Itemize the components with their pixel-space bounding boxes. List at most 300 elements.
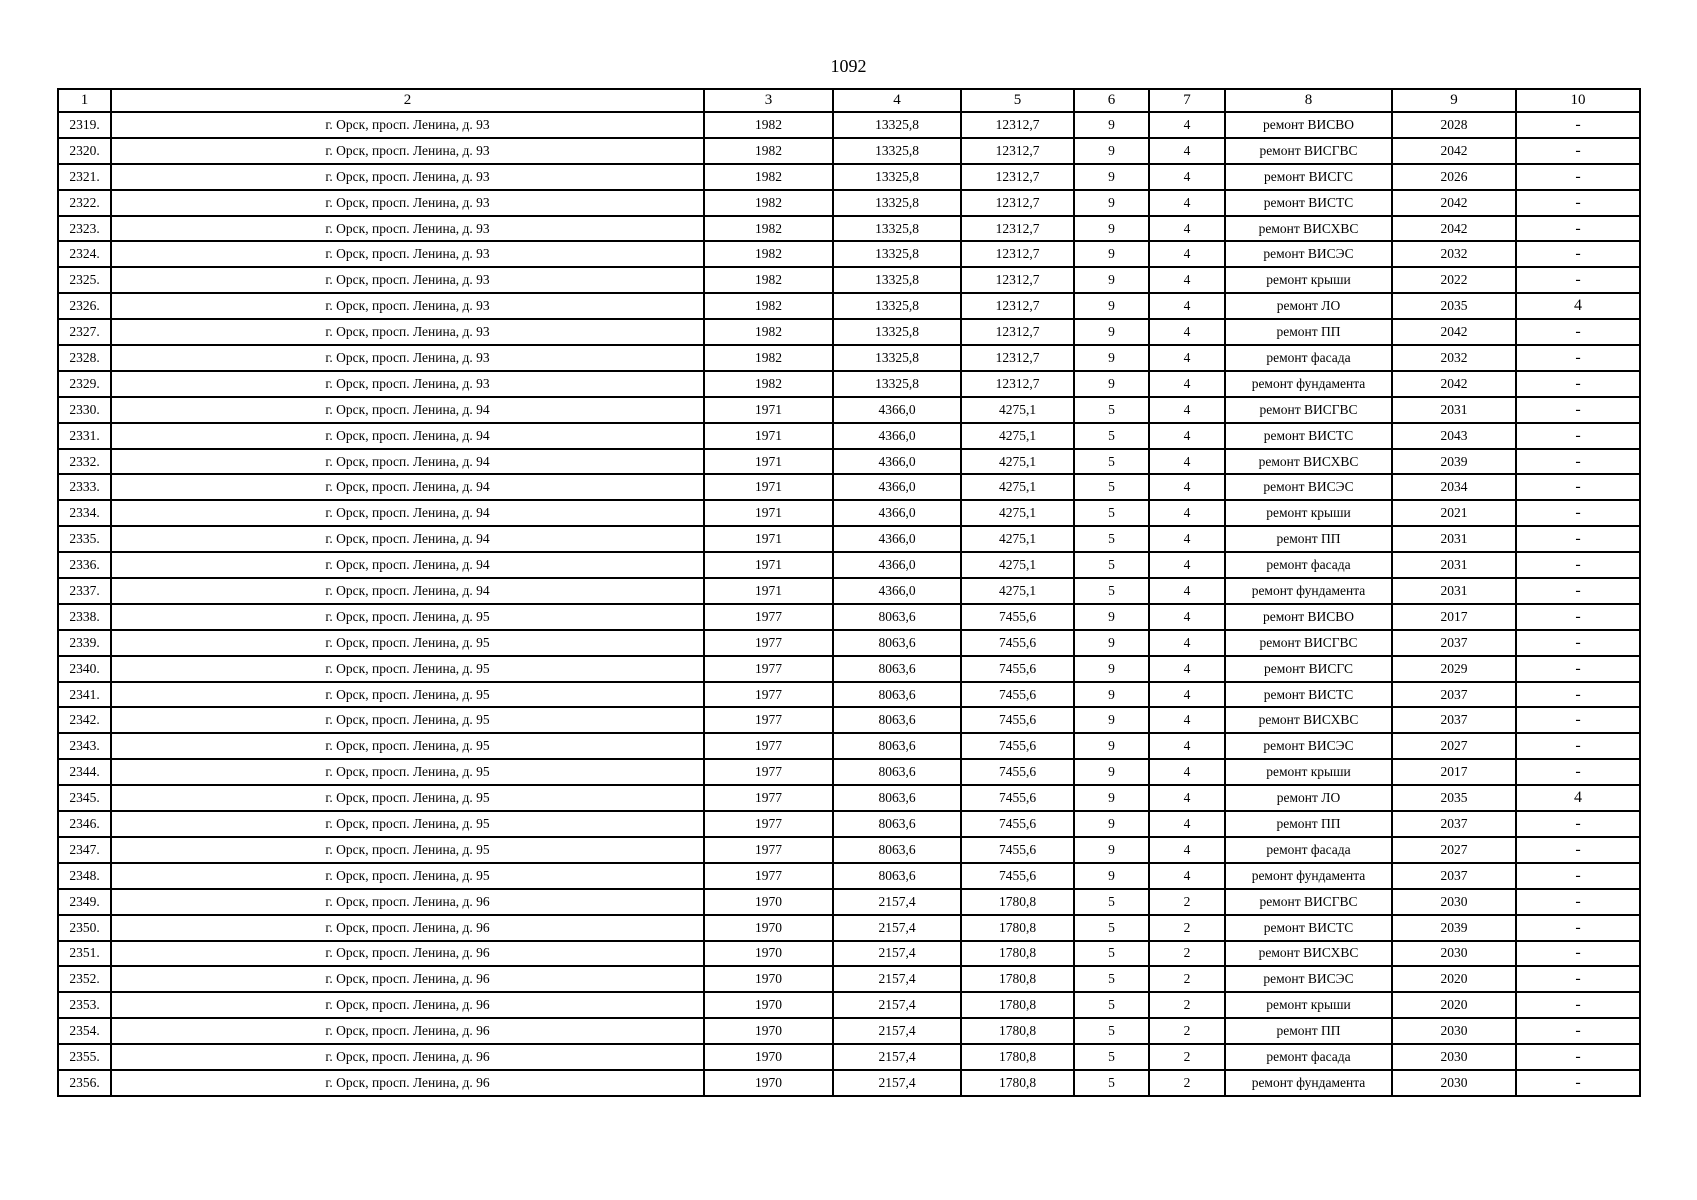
total-area-cell: 8063,6 xyxy=(833,863,961,889)
row-number-cell: 2335. xyxy=(58,526,111,552)
table-row xyxy=(58,449,1640,475)
address-cell: г. Орск, просп. Ленина, д. 96 xyxy=(111,992,704,1018)
address-cell: г. Орск, просп. Ленина, д. 95 xyxy=(111,863,704,889)
living-area-cell: 7455,6 xyxy=(961,811,1074,837)
floors-cell: 9 xyxy=(1074,656,1149,682)
floors-cell: 5 xyxy=(1074,941,1149,967)
work-type-cell: ремонт крыши xyxy=(1225,992,1392,1018)
floors-cell: 9 xyxy=(1074,863,1149,889)
living-area-cell: 4275,1 xyxy=(961,474,1074,500)
row-number-cell: 2331. xyxy=(58,423,111,449)
entrances-cell: 2 xyxy=(1149,966,1225,992)
entrances-cell: 4 xyxy=(1149,604,1225,630)
floors-cell: 9 xyxy=(1074,371,1149,397)
entrances-cell: 4 xyxy=(1149,241,1225,267)
repair-schedule-table xyxy=(57,88,1641,1097)
living-area-cell: 12312,7 xyxy=(961,293,1074,319)
living-area-cell: 1780,8 xyxy=(961,941,1074,967)
floors-cell: 5 xyxy=(1074,1070,1149,1096)
build-year-cell: 1982 xyxy=(704,293,833,319)
work-type-cell: ремонт ВИСГВС xyxy=(1225,630,1392,656)
planned-year-cell: 2031 xyxy=(1392,526,1516,552)
address-cell: г. Орск, просп. Ленина, д. 94 xyxy=(111,500,704,526)
extra-value-cell: - xyxy=(1516,811,1640,837)
extra-value-cell: - xyxy=(1516,1018,1640,1044)
total-area-cell: 4366,0 xyxy=(833,526,961,552)
work-type-cell: ремонт ВИСГС xyxy=(1225,656,1392,682)
planned-year-cell: 2037 xyxy=(1392,811,1516,837)
planned-year-cell: 2037 xyxy=(1392,682,1516,708)
living-area-cell: 1780,8 xyxy=(961,1070,1074,1096)
row-number-cell: 2336. xyxy=(58,552,111,578)
floors-cell: 5 xyxy=(1074,915,1149,941)
planned-year-cell: 2030 xyxy=(1392,889,1516,915)
work-type-cell: ремонт фундамента xyxy=(1225,1070,1392,1096)
extra-value-cell: - xyxy=(1516,138,1640,164)
floors-cell: 9 xyxy=(1074,112,1149,138)
floors-cell: 9 xyxy=(1074,604,1149,630)
work-type-cell: ремонт ВИСТС xyxy=(1225,682,1392,708)
total-area-cell: 2157,4 xyxy=(833,992,961,1018)
planned-year-cell: 2031 xyxy=(1392,397,1516,423)
row-number-cell: 2320. xyxy=(58,138,111,164)
planned-year-cell: 2021 xyxy=(1392,500,1516,526)
floors-cell: 9 xyxy=(1074,630,1149,656)
extra-value-cell: - xyxy=(1516,759,1640,785)
planned-year-cell: 2030 xyxy=(1392,941,1516,967)
total-area-cell: 2157,4 xyxy=(833,1070,961,1096)
floors-cell: 5 xyxy=(1074,397,1149,423)
floors-cell: 5 xyxy=(1074,552,1149,578)
entrances-cell: 4 xyxy=(1149,837,1225,863)
row-number-cell: 2348. xyxy=(58,863,111,889)
extra-value-cell: - xyxy=(1516,319,1640,345)
floors-cell: 9 xyxy=(1074,293,1149,319)
work-type-cell: ремонт ВИСГВС xyxy=(1225,889,1392,915)
total-area-cell: 13325,8 xyxy=(833,293,961,319)
work-type-cell: ремонт ВИСВО xyxy=(1225,112,1392,138)
total-area-cell: 13325,8 xyxy=(833,138,961,164)
planned-year-cell: 2032 xyxy=(1392,345,1516,371)
total-area-cell: 8063,6 xyxy=(833,785,961,811)
total-area-cell: 4366,0 xyxy=(833,552,961,578)
row-number-cell: 2354. xyxy=(58,1018,111,1044)
entrances-cell: 2 xyxy=(1149,1070,1225,1096)
build-year-cell: 1970 xyxy=(704,1044,833,1070)
entrances-cell: 2 xyxy=(1149,992,1225,1018)
entrances-cell: 4 xyxy=(1149,630,1225,656)
build-year-cell: 1982 xyxy=(704,190,833,216)
living-area-cell: 4275,1 xyxy=(961,578,1074,604)
row-number-cell: 2350. xyxy=(58,915,111,941)
extra-value-cell: - xyxy=(1516,345,1640,371)
address-cell: г. Орск, просп. Ленина, д. 95 xyxy=(111,733,704,759)
planned-year-cell: 2034 xyxy=(1392,474,1516,500)
planned-year-cell: 2037 xyxy=(1392,863,1516,889)
total-area-cell: 4366,0 xyxy=(833,578,961,604)
build-year-cell: 1982 xyxy=(704,319,833,345)
column-header: 4 xyxy=(833,89,961,112)
floors-cell: 9 xyxy=(1074,267,1149,293)
build-year-cell: 1982 xyxy=(704,241,833,267)
living-area-cell: 12312,7 xyxy=(961,371,1074,397)
row-number-cell: 2340. xyxy=(58,656,111,682)
living-area-cell: 1780,8 xyxy=(961,1018,1074,1044)
planned-year-cell: 2028 xyxy=(1392,112,1516,138)
floors-cell: 9 xyxy=(1074,216,1149,242)
work-type-cell: ремонт ПП xyxy=(1225,319,1392,345)
planned-year-cell: 2027 xyxy=(1392,837,1516,863)
build-year-cell: 1977 xyxy=(704,759,833,785)
table-row xyxy=(58,1070,1640,1096)
entrances-cell: 4 xyxy=(1149,707,1225,733)
table-row xyxy=(58,526,1640,552)
build-year-cell: 1970 xyxy=(704,889,833,915)
entrances-cell: 4 xyxy=(1149,863,1225,889)
planned-year-cell: 2017 xyxy=(1392,759,1516,785)
floors-cell: 5 xyxy=(1074,474,1149,500)
extra-value-cell: - xyxy=(1516,474,1640,500)
work-type-cell: ремонт ВИСЭС xyxy=(1225,241,1392,267)
living-area-cell: 4275,1 xyxy=(961,449,1074,475)
entrances-cell: 4 xyxy=(1149,811,1225,837)
floors-cell: 9 xyxy=(1074,811,1149,837)
planned-year-cell: 2027 xyxy=(1392,733,1516,759)
build-year-cell: 1977 xyxy=(704,863,833,889)
extra-value-cell: - xyxy=(1516,604,1640,630)
work-type-cell: ремонт ПП xyxy=(1225,526,1392,552)
address-cell: г. Орск, просп. Ленина, д. 95 xyxy=(111,682,704,708)
address-cell: г. Орск, просп. Ленина, д. 93 xyxy=(111,267,704,293)
living-area-cell: 7455,6 xyxy=(961,837,1074,863)
build-year-cell: 1982 xyxy=(704,138,833,164)
table-row xyxy=(58,371,1640,397)
row-number-cell: 2353. xyxy=(58,992,111,1018)
build-year-cell: 1977 xyxy=(704,630,833,656)
address-cell: г. Орск, просп. Ленина, д. 93 xyxy=(111,241,704,267)
row-number-cell: 2349. xyxy=(58,889,111,915)
work-type-cell: ремонт ВИСТС xyxy=(1225,915,1392,941)
living-area-cell: 12312,7 xyxy=(961,241,1074,267)
total-area-cell: 2157,4 xyxy=(833,1044,961,1070)
living-area-cell: 12312,7 xyxy=(961,267,1074,293)
row-number-cell: 2334. xyxy=(58,500,111,526)
planned-year-cell: 2037 xyxy=(1392,630,1516,656)
total-area-cell: 13325,8 xyxy=(833,164,961,190)
work-type-cell: ремонт ВИСЭС xyxy=(1225,474,1392,500)
build-year-cell: 1970 xyxy=(704,1070,833,1096)
row-number-cell: 2355. xyxy=(58,1044,111,1070)
work-type-cell: ремонт ВИСВО xyxy=(1225,604,1392,630)
column-header: 8 xyxy=(1225,89,1392,112)
work-type-cell: ремонт ВИСЭС xyxy=(1225,966,1392,992)
work-type-cell: ремонт фасада xyxy=(1225,552,1392,578)
living-area-cell: 7455,6 xyxy=(961,863,1074,889)
extra-value-cell: - xyxy=(1516,241,1640,267)
living-area-cell: 1780,8 xyxy=(961,966,1074,992)
build-year-cell: 1970 xyxy=(704,966,833,992)
address-cell: г. Орск, просп. Ленина, д. 94 xyxy=(111,449,704,475)
table-row xyxy=(58,267,1640,293)
living-area-cell: 1780,8 xyxy=(961,889,1074,915)
row-number-cell: 2346. xyxy=(58,811,111,837)
build-year-cell: 1971 xyxy=(704,578,833,604)
extra-value-cell: - xyxy=(1516,578,1640,604)
total-area-cell: 13325,8 xyxy=(833,190,961,216)
planned-year-cell: 2042 xyxy=(1392,216,1516,242)
address-cell: г. Орск, просп. Ленина, д. 95 xyxy=(111,837,704,863)
address-cell: г. Орск, просп. Ленина, д. 94 xyxy=(111,474,704,500)
living-area-cell: 12312,7 xyxy=(961,112,1074,138)
living-area-cell: 12312,7 xyxy=(961,345,1074,371)
total-area-cell: 13325,8 xyxy=(833,216,961,242)
table-row xyxy=(58,164,1640,190)
extra-value-cell: - xyxy=(1516,267,1640,293)
entrances-cell: 4 xyxy=(1149,190,1225,216)
table-header-row xyxy=(58,89,1640,112)
work-type-cell: ремонт ПП xyxy=(1225,1018,1392,1044)
living-area-cell: 4275,1 xyxy=(961,552,1074,578)
table-row xyxy=(58,656,1640,682)
work-type-cell: ремонт ВИСГВС xyxy=(1225,138,1392,164)
total-area-cell: 8063,6 xyxy=(833,811,961,837)
planned-year-cell: 2042 xyxy=(1392,319,1516,345)
living-area-cell: 12312,7 xyxy=(961,164,1074,190)
work-type-cell: ремонт ВИСГС xyxy=(1225,164,1392,190)
work-type-cell: ремонт ВИСГВС xyxy=(1225,397,1392,423)
address-cell: г. Орск, просп. Ленина, д. 96 xyxy=(111,1070,704,1096)
row-number-cell: 2321. xyxy=(58,164,111,190)
total-area-cell: 4366,0 xyxy=(833,474,961,500)
extra-value-cell: - xyxy=(1516,112,1640,138)
total-area-cell: 8063,6 xyxy=(833,604,961,630)
row-number-cell: 2319. xyxy=(58,112,111,138)
work-type-cell: ремонт ЛО xyxy=(1225,293,1392,319)
table-row xyxy=(58,397,1640,423)
build-year-cell: 1977 xyxy=(704,811,833,837)
table-row xyxy=(58,293,1640,319)
table-row xyxy=(58,863,1640,889)
floors-cell: 5 xyxy=(1074,500,1149,526)
extra-value-cell: - xyxy=(1516,164,1640,190)
build-year-cell: 1970 xyxy=(704,992,833,1018)
work-type-cell: ремонт ВИСХВС xyxy=(1225,707,1392,733)
table-row xyxy=(58,241,1640,267)
row-number-cell: 2328. xyxy=(58,345,111,371)
address-cell: г. Орск, просп. Ленина, д. 94 xyxy=(111,526,704,552)
planned-year-cell: 2020 xyxy=(1392,966,1516,992)
floors-cell: 5 xyxy=(1074,449,1149,475)
address-cell: г. Орск, просп. Ленина, д. 96 xyxy=(111,941,704,967)
address-cell: г. Орск, просп. Ленина, д. 93 xyxy=(111,216,704,242)
address-cell: г. Орск, просп. Ленина, д. 96 xyxy=(111,915,704,941)
extra-value-cell: - xyxy=(1516,449,1640,475)
entrances-cell: 4 xyxy=(1149,423,1225,449)
entrances-cell: 4 xyxy=(1149,164,1225,190)
work-type-cell: ремонт ВИСТС xyxy=(1225,190,1392,216)
table-row xyxy=(58,915,1640,941)
build-year-cell: 1977 xyxy=(704,837,833,863)
living-area-cell: 12312,7 xyxy=(961,138,1074,164)
address-cell: г. Орск, просп. Ленина, д. 93 xyxy=(111,293,704,319)
row-number-cell: 2356. xyxy=(58,1070,111,1096)
extra-value-cell: - xyxy=(1516,915,1640,941)
entrances-cell: 4 xyxy=(1149,371,1225,397)
extra-value-cell: - xyxy=(1516,733,1640,759)
floors-cell: 5 xyxy=(1074,423,1149,449)
build-year-cell: 1982 xyxy=(704,164,833,190)
planned-year-cell: 2039 xyxy=(1392,915,1516,941)
living-area-cell: 12312,7 xyxy=(961,319,1074,345)
total-area-cell: 8063,6 xyxy=(833,733,961,759)
address-cell: г. Орск, просп. Ленина, д. 93 xyxy=(111,112,704,138)
row-number-cell: 2323. xyxy=(58,216,111,242)
extra-value-cell: - xyxy=(1516,656,1640,682)
planned-year-cell: 2030 xyxy=(1392,1044,1516,1070)
row-number-cell: 2344. xyxy=(58,759,111,785)
planned-year-cell: 2030 xyxy=(1392,1018,1516,1044)
build-year-cell: 1971 xyxy=(704,552,833,578)
extra-value-cell: - xyxy=(1516,863,1640,889)
total-area-cell: 2157,4 xyxy=(833,915,961,941)
build-year-cell: 1982 xyxy=(704,345,833,371)
build-year-cell: 1971 xyxy=(704,449,833,475)
entrances-cell: 2 xyxy=(1149,889,1225,915)
row-number-cell: 2347. xyxy=(58,837,111,863)
row-number-cell: 2322. xyxy=(58,190,111,216)
entrances-cell: 4 xyxy=(1149,759,1225,785)
floors-cell: 9 xyxy=(1074,190,1149,216)
row-number-cell: 2333. xyxy=(58,474,111,500)
total-area-cell: 2157,4 xyxy=(833,966,961,992)
work-type-cell: ремонт ВИСХВС xyxy=(1225,216,1392,242)
entrances-cell: 4 xyxy=(1149,474,1225,500)
column-header: 5 xyxy=(961,89,1074,112)
floors-cell: 9 xyxy=(1074,707,1149,733)
total-area-cell: 13325,8 xyxy=(833,112,961,138)
address-cell: г. Орск, просп. Ленина, д. 96 xyxy=(111,889,704,915)
row-number-cell: 2327. xyxy=(58,319,111,345)
extra-value-cell: - xyxy=(1516,552,1640,578)
extra-value-cell: - xyxy=(1516,889,1640,915)
row-number-cell: 2325. xyxy=(58,267,111,293)
work-type-cell: ремонт крыши xyxy=(1225,267,1392,293)
table-row xyxy=(58,423,1640,449)
address-cell: г. Орск, просп. Ленина, д. 93 xyxy=(111,190,704,216)
total-area-cell: 13325,8 xyxy=(833,267,961,293)
total-area-cell: 8063,6 xyxy=(833,682,961,708)
work-type-cell: ремонт ВИСХВС xyxy=(1225,941,1392,967)
row-number-cell: 2330. xyxy=(58,397,111,423)
entrances-cell: 4 xyxy=(1149,500,1225,526)
address-cell: г. Орск, просп. Ленина, д. 94 xyxy=(111,423,704,449)
floors-cell: 5 xyxy=(1074,1018,1149,1044)
floors-cell: 9 xyxy=(1074,319,1149,345)
extra-value-cell: - xyxy=(1516,423,1640,449)
planned-year-cell: 2042 xyxy=(1392,371,1516,397)
work-type-cell: ремонт крыши xyxy=(1225,759,1392,785)
living-area-cell: 12312,7 xyxy=(961,216,1074,242)
floors-cell: 9 xyxy=(1074,785,1149,811)
table-row xyxy=(58,500,1640,526)
living-area-cell: 4275,1 xyxy=(961,526,1074,552)
table-row xyxy=(58,707,1640,733)
total-area-cell: 13325,8 xyxy=(833,371,961,397)
column-header: 3 xyxy=(704,89,833,112)
work-type-cell: ремонт крыши xyxy=(1225,500,1392,526)
work-type-cell: ремонт ВИСХВС xyxy=(1225,449,1392,475)
build-year-cell: 1977 xyxy=(704,604,833,630)
total-area-cell: 2157,4 xyxy=(833,889,961,915)
living-area-cell: 7455,6 xyxy=(961,707,1074,733)
floors-cell: 5 xyxy=(1074,966,1149,992)
build-year-cell: 1982 xyxy=(704,216,833,242)
table-row xyxy=(58,992,1640,1018)
address-cell: г. Орск, просп. Ленина, д. 93 xyxy=(111,164,704,190)
table-row xyxy=(58,1018,1640,1044)
planned-year-cell: 2035 xyxy=(1392,293,1516,319)
build-year-cell: 1977 xyxy=(704,707,833,733)
row-number-cell: 2326. xyxy=(58,293,111,319)
living-area-cell: 7455,6 xyxy=(961,604,1074,630)
entrances-cell: 4 xyxy=(1149,733,1225,759)
address-cell: г. Орск, просп. Ленина, д. 93 xyxy=(111,345,704,371)
extra-value-cell: - xyxy=(1516,397,1640,423)
extra-value-cell: - xyxy=(1516,630,1640,656)
planned-year-cell: 2032 xyxy=(1392,241,1516,267)
planned-year-cell: 2039 xyxy=(1392,449,1516,475)
entrances-cell: 4 xyxy=(1149,397,1225,423)
extra-value-cell: - xyxy=(1516,526,1640,552)
living-area-cell: 12312,7 xyxy=(961,190,1074,216)
build-year-cell: 1977 xyxy=(704,656,833,682)
address-cell: г. Орск, просп. Ленина, д. 95 xyxy=(111,785,704,811)
address-cell: г. Орск, просп. Ленина, д. 95 xyxy=(111,811,704,837)
row-number-cell: 2342. xyxy=(58,707,111,733)
table-row xyxy=(58,630,1640,656)
entrances-cell: 4 xyxy=(1149,293,1225,319)
table-row xyxy=(58,604,1640,630)
table-row xyxy=(58,112,1640,138)
entrances-cell: 4 xyxy=(1149,319,1225,345)
table-row xyxy=(58,319,1640,345)
work-type-cell: ремонт фасада xyxy=(1225,837,1392,863)
entrances-cell: 4 xyxy=(1149,267,1225,293)
address-cell: г. Орск, просп. Ленина, д. 94 xyxy=(111,397,704,423)
work-type-cell: ремонт фундамента xyxy=(1225,863,1392,889)
table-row xyxy=(58,578,1640,604)
living-area-cell: 4275,1 xyxy=(961,423,1074,449)
floors-cell: 5 xyxy=(1074,992,1149,1018)
extra-value-cell: - xyxy=(1516,371,1640,397)
entrances-cell: 4 xyxy=(1149,682,1225,708)
build-year-cell: 1971 xyxy=(704,500,833,526)
planned-year-cell: 2035 xyxy=(1392,785,1516,811)
address-cell: г. Орск, просп. Ленина, д. 93 xyxy=(111,319,704,345)
floors-cell: 9 xyxy=(1074,164,1149,190)
table-row xyxy=(58,345,1640,371)
total-area-cell: 4366,0 xyxy=(833,500,961,526)
living-area-cell: 7455,6 xyxy=(961,785,1074,811)
address-cell: г. Орск, просп. Ленина, д. 95 xyxy=(111,630,704,656)
table-row xyxy=(58,216,1640,242)
address-cell: г. Орск, просп. Ленина, д. 93 xyxy=(111,138,704,164)
extra-value-cell: 4 xyxy=(1516,785,1640,811)
floors-cell: 5 xyxy=(1074,578,1149,604)
table-row xyxy=(58,837,1640,863)
living-area-cell: 7455,6 xyxy=(961,682,1074,708)
address-cell: г. Орск, просп. Ленина, д. 95 xyxy=(111,656,704,682)
